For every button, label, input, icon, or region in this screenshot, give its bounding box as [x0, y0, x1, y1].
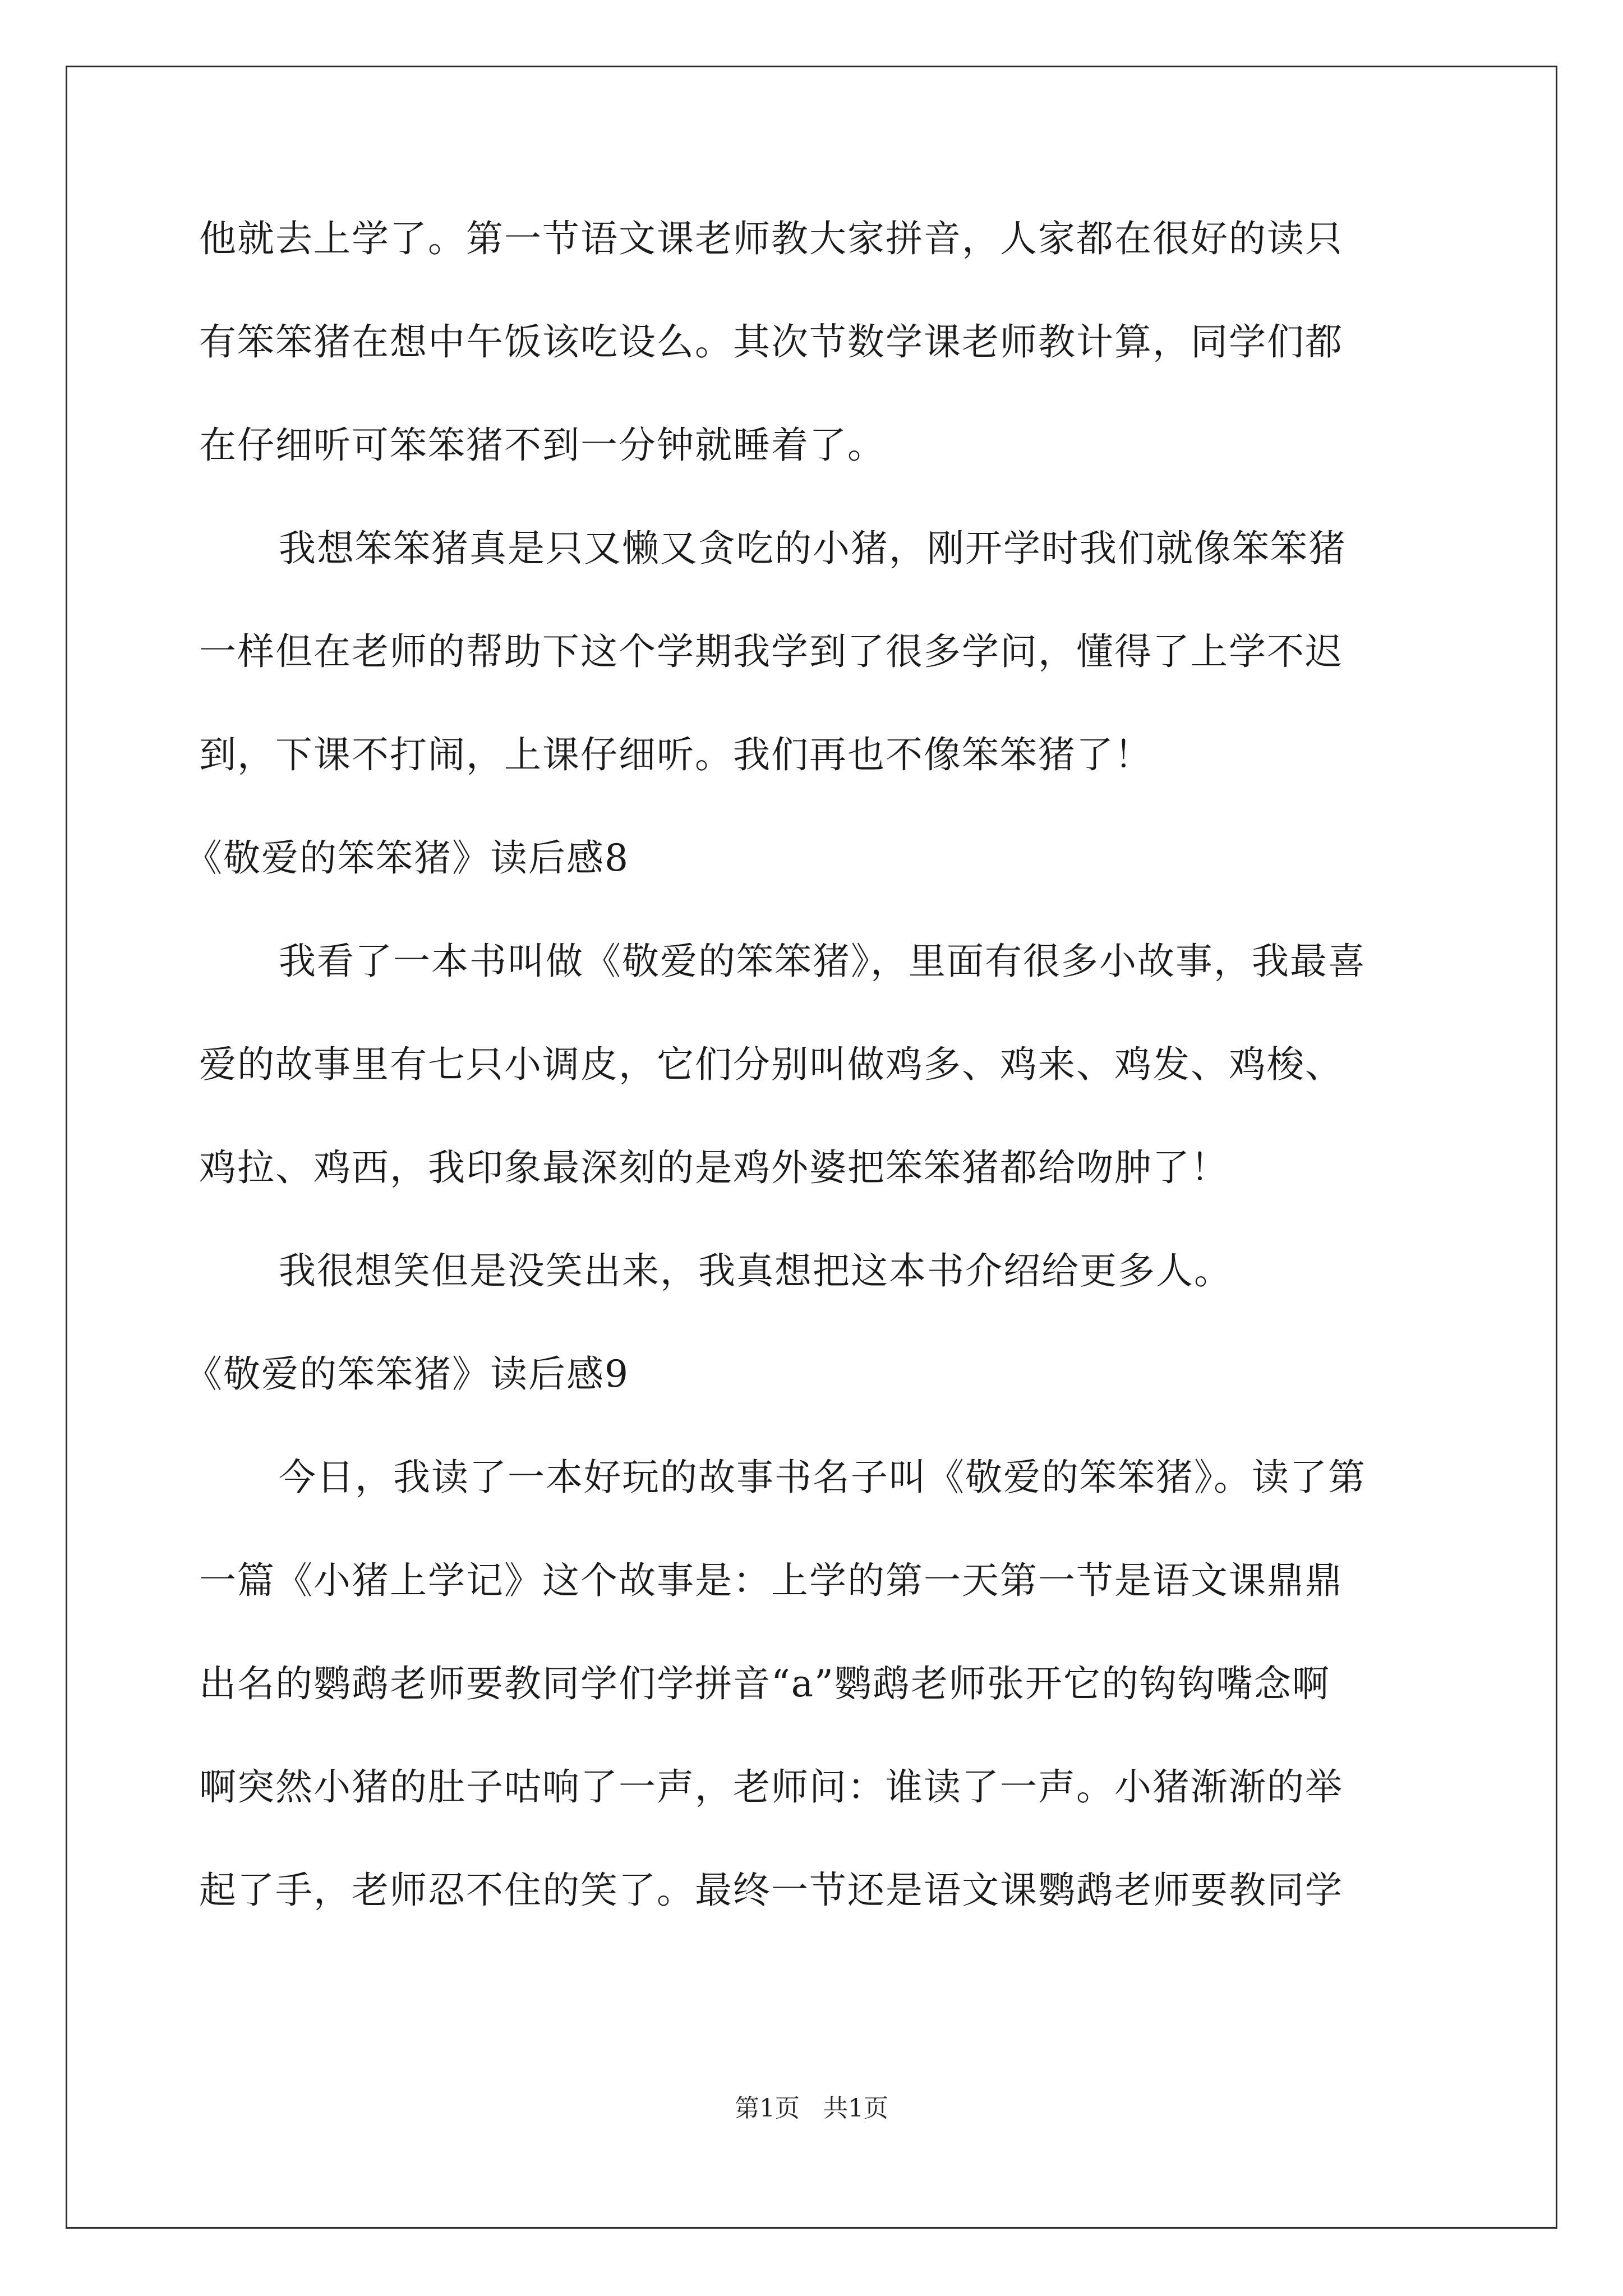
text-line: 爱的故事里有七只小调皮，它们分别叫做鸡多、鸡来、鸡发、鸡梭、 [199, 1043, 1343, 1086]
text-line: 在仔细听可笨笨猪不到一分钟就睡着了。 [199, 424, 886, 467]
text-line: 鸡拉、鸡西，我印象最深刻的是鸡外婆把笨笨猪都给吻肿了！ [199, 1146, 1229, 1189]
section-heading: 《敬爱的笨笨猪》读后感9 [185, 1352, 629, 1396]
text-line: 起了手，老师忍不住的笑了。最终一节还是语文课鹦鹉老师要教同学 [199, 1869, 1343, 1912]
text-line: 到，下课不打闹，上课仔细听。我们再也不像笨笨猪了！ [199, 733, 1152, 776]
page-footer: 第1页 共1页 [735, 2094, 888, 2123]
text-line: 一篇《小猪上学记》这个故事是：上学的第一天第一节是语文课鼎鼎 [199, 1559, 1343, 1602]
text-line: 他就去上学了。第一节语文课老师教大家拼音，人家都在很好的读只 [199, 217, 1343, 260]
text-line: 啊突然小猪的肚子咕响了一声，老师问：谁读了一声。小猪渐渐的举 [199, 1765, 1343, 1809]
section-heading: 《敬爱的笨笨猪》读后感8 [185, 836, 629, 880]
text-line: 出名的鹦鹉老师要教同学们学拼音“a”鹦鹉老师张开它的钩钩嘴念啊 [199, 1662, 1330, 1705]
document-body [185, 213, 1433, 1968]
text-line: 有笨笨猪在想中午饭该吃设么。其次节数学课老师教计算，同学们都 [199, 320, 1343, 364]
text-line: 今日，我读了一本好玩的故事书名子叫《敬爱的笨笨猪》。读了第 [279, 1456, 1366, 1499]
text-line: 一样但在老师的帮助下这个学期我学到了很多学问，懂得了上学不迟 [199, 630, 1343, 673]
text-line: 我很想笑但是没笑出来，我真想把这本书介绍给更多人。 [279, 1249, 1232, 1292]
text-line: 我看了一本书叫做《敬爱的笨笨猪》，里面有很多小故事，我最喜 [279, 940, 1366, 983]
text-line: 我想笨笨猪真是只又懒又贪吃的小猪，刚开学时我们就像笨笨猪 [279, 527, 1347, 570]
